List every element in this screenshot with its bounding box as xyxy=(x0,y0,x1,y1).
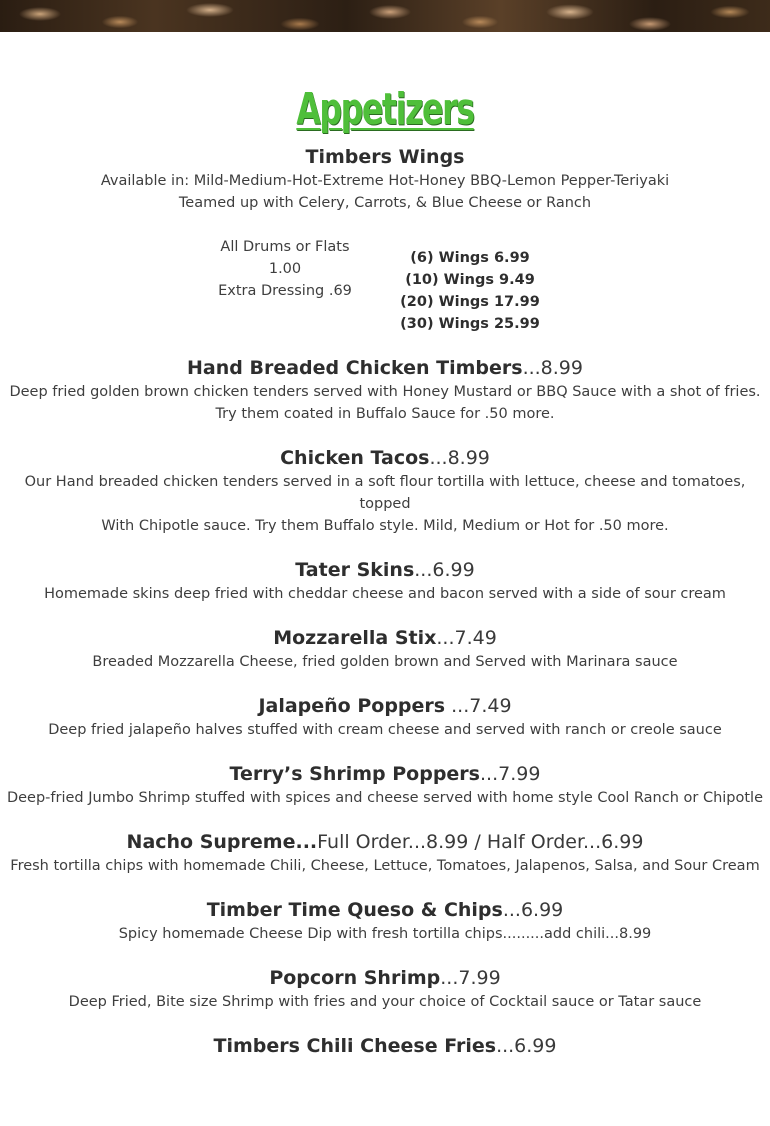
item-desc: Homemade skins deep fried with cheddar cheese and bacon served with a side of sour cream xyxy=(44,586,726,602)
wings-price: (20) Wings 17.99 xyxy=(400,294,540,310)
menu-items-list xyxy=(0,355,770,1059)
item-desc: Try them coated in Buffalo Sauce for .50 more. xyxy=(215,406,555,422)
item-price: ...7.99 xyxy=(480,763,541,785)
wings-extras xyxy=(200,236,370,335)
wings-extra: Extra Dressing .69 xyxy=(218,283,352,299)
wings-prices xyxy=(370,236,570,335)
item-desc: Deep fried jalapeño halves stuffed with cream cheese and served with ranch or creole sauce xyxy=(48,722,722,738)
item-desc: Deep-fried Jumbo Shrimp stuffed with spices and cheese served with home style Cool Ranch or Chipotle xyxy=(6,790,764,806)
menu-item xyxy=(0,625,770,673)
item-desc: Fresh tortilla chips with homemade Chili, Cheese, Lettuce, Tomatoes, Jalapenos, Salsa, and Sour Cream xyxy=(10,858,760,874)
item-name: Terry’s Shrimp Poppers xyxy=(229,763,480,785)
wings-price: (30) Wings 25.99 xyxy=(400,316,540,332)
item-desc: Our Hand breaded chicken tenders served in a soft flour tortilla with lettuce, cheese and tomatoes, topped xyxy=(24,474,746,512)
item-price: Full Order...8.99 / Half Order...6.99 xyxy=(317,831,644,853)
menu-item xyxy=(0,445,770,537)
item-price: ...8.99 xyxy=(429,447,490,469)
menu-item xyxy=(0,355,770,425)
item-name: Nacho Supreme... xyxy=(126,831,318,853)
wings-price: (6) Wings 6.99 xyxy=(410,250,530,266)
menu-item-wings xyxy=(0,144,770,335)
page-title: Appetizers xyxy=(296,84,474,135)
item-price: ...7.99 xyxy=(440,967,501,989)
item-desc: Spicy homemade Cheese Dip with fresh tortilla chips.........add chili...8.99 xyxy=(118,926,652,942)
item-name: Timbers Wings xyxy=(305,146,465,168)
item-name: Popcorn Shrimp xyxy=(269,967,441,989)
item-desc: Breaded Mozzarella Cheese, fried golden brown and Served with Marinara sauce xyxy=(92,654,678,670)
menu-item xyxy=(0,693,770,741)
menu-content xyxy=(0,32,770,1059)
wings-extra: 1.00 xyxy=(268,261,302,277)
wings-price: (10) Wings 9.49 xyxy=(405,272,535,288)
item-price: ...7.49 xyxy=(445,695,512,717)
item-desc: With Chipotle sauce. Try them Buffalo style. Mild, Medium or Hot for .50 more. xyxy=(101,518,669,534)
item-name: Timber Time Queso & Chips xyxy=(206,899,503,921)
menu-item xyxy=(0,965,770,1013)
menu-item xyxy=(0,1033,770,1059)
item-desc: Deep fried golden brown chicken tenders served with Honey Mustard or BBQ Sauce with a shot of fries. xyxy=(9,384,761,400)
item-price: ...6.99 xyxy=(496,1035,557,1057)
item-name: Tater Skins xyxy=(295,559,415,581)
item-desc: Available in: Mild-Medium-Hot-Extreme Hot-Honey BBQ-Lemon Pepper-Teriyaki xyxy=(100,173,670,189)
menu-item xyxy=(0,897,770,945)
item-price: ...8.99 xyxy=(522,357,583,379)
item-desc: Deep Fried, Bite size Shrimp with fries and your choice of Cocktail sauce or Tatar sauce xyxy=(68,994,702,1010)
item-desc: Teamed up with Celery, Carrots, & Blue Cheese or Ranch xyxy=(178,195,592,211)
item-name: Jalapeño Poppers xyxy=(258,695,446,717)
wings-extra: All Drums or Flats xyxy=(220,239,350,255)
item-price: ...6.99 xyxy=(502,899,564,921)
item-price: ...7.49 xyxy=(436,627,497,649)
header-banner-image xyxy=(0,0,770,32)
item-name: Chicken Tacos xyxy=(280,447,430,469)
item-name: Hand Breaded Chicken Timbers xyxy=(187,357,523,379)
item-name: Timbers Chili Cheese Fries xyxy=(213,1035,497,1057)
item-price: ...6.99 xyxy=(414,559,475,581)
menu-item xyxy=(0,557,770,605)
menu-item xyxy=(0,829,770,877)
item-name: Mozzarella Stix xyxy=(273,627,437,649)
menu-item xyxy=(0,761,770,809)
wings-price-table xyxy=(0,236,770,335)
